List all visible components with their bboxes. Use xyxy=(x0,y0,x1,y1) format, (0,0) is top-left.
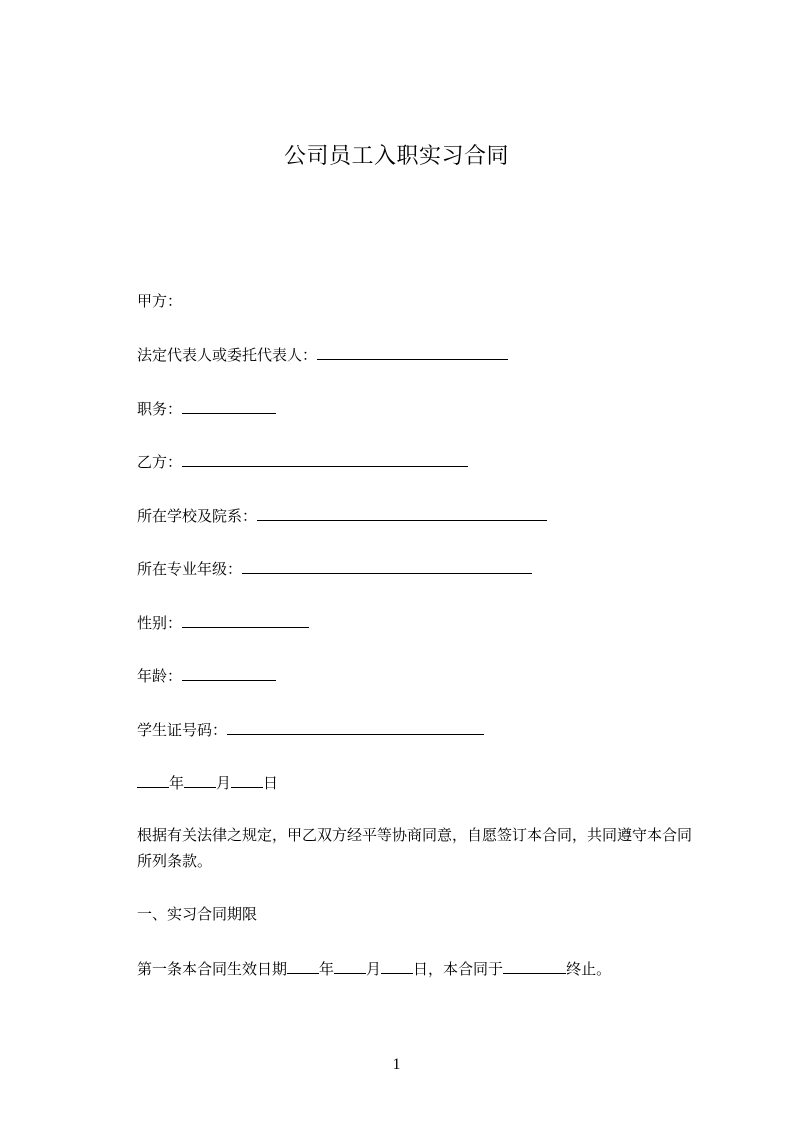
date-day-blank xyxy=(231,771,263,788)
legal-rep-line xyxy=(137,343,508,366)
party-a-line xyxy=(137,290,182,312)
page-number: 1 xyxy=(392,1056,401,1073)
legal-rep-blank xyxy=(317,343,508,360)
school-label: 所在学校及院系： xyxy=(137,507,258,525)
article-1-year-blank xyxy=(287,957,319,974)
section-1-heading-line xyxy=(137,903,257,925)
article-1-day-label: 日，本合同于 xyxy=(413,960,504,978)
student-id-line xyxy=(137,718,484,741)
intro-paragraph xyxy=(104,822,702,874)
legal-rep-label: 法定代表人或委托代表人： xyxy=(137,346,318,364)
party-b-blank xyxy=(182,450,468,467)
gender-blank xyxy=(182,611,309,628)
age-blank xyxy=(182,664,276,681)
party-b-line xyxy=(137,450,468,473)
student-id-blank xyxy=(227,718,484,735)
school-line xyxy=(137,504,547,527)
article-1-month-label: 月 xyxy=(366,960,382,978)
date-month-blank xyxy=(184,771,216,788)
date-month-label: 月 xyxy=(216,774,232,792)
article-1-month-blank xyxy=(334,957,366,974)
school-blank xyxy=(257,504,547,521)
article-1-end-blank xyxy=(503,957,566,974)
major-line xyxy=(137,557,532,580)
age-line xyxy=(137,664,276,687)
date-line xyxy=(137,771,278,794)
age-label: 年龄： xyxy=(137,667,183,685)
date-year-label: 年 xyxy=(169,774,185,792)
party-b-label: 乙方： xyxy=(137,453,183,471)
gender-line xyxy=(137,611,309,634)
position-blank xyxy=(182,397,276,414)
date-day-label: 日 xyxy=(263,774,279,792)
article-1-text: 第一条本合同生效日期 xyxy=(137,960,288,978)
major-label: 所在专业年级： xyxy=(137,560,243,578)
position-label: 职务： xyxy=(137,400,183,418)
article-1-year-label: 年 xyxy=(319,960,335,978)
section-1-heading: 一、实习合同期限 xyxy=(137,905,258,923)
major-blank xyxy=(242,557,532,574)
gender-label: 性别： xyxy=(137,614,183,632)
student-id-label: 学生证号码： xyxy=(137,721,228,739)
intro-paragraph-text: 根据有关法律之规定，甲乙双方经平等协商同意，自愿签订本合同，共同遵守本合同所列条款。 xyxy=(137,826,693,870)
party-a-label: 甲方： xyxy=(137,292,183,310)
article-1-end-label: 终止。 xyxy=(566,960,612,978)
article-1-day-blank xyxy=(381,957,413,974)
position-line xyxy=(137,397,276,420)
article-1-line xyxy=(137,957,611,980)
date-year-blank xyxy=(137,771,169,788)
document-title: 公司员工入职实习合同 xyxy=(283,144,509,169)
